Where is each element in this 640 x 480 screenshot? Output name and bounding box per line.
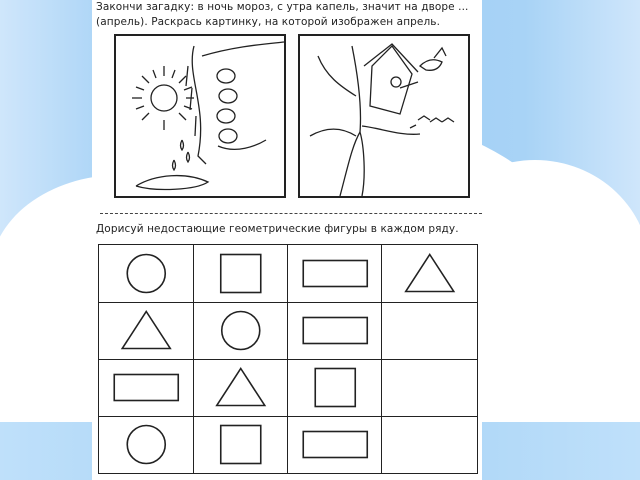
sun-and-icicles-drawing [116,36,284,196]
grid-square-r4c2 [221,426,261,464]
grid-shapes-layer [99,245,477,473]
shapes-grid [98,244,478,474]
april-picture [114,34,286,198]
grid-circle-r2c2 [222,312,260,350]
grid-triangle-r1c4 [406,255,454,292]
grid-triangle-r3c2 [217,369,265,406]
grid-rectangle-r3c1 [114,375,178,401]
grid-square-r3c3 [315,369,355,407]
tree-birdhouse-drawing [300,36,468,196]
task2-instruction: Дорисуй недостающие геометрические фигуры в каждом ряду. [96,223,459,235]
task1-line1: Закончи загадку: в ночь мороз, с утра капель, значит на дворе ... [96,1,469,13]
grid-circle-r4c1 [127,426,165,464]
worksheet [92,0,482,480]
grid-rectangle-r1c3 [303,261,367,287]
birdhouse-picture [298,34,470,198]
task1-line2: (апрель). Раскрась картинку, на которой изображен апрель. [96,16,441,28]
grid-circle-r1c1 [127,255,165,293]
grid-rectangle-r4c3 [303,432,367,458]
grid-rectangle-r2c3 [303,318,367,344]
grid-triangle-r2c1 [122,312,170,349]
section-divider [100,213,482,214]
grid-square-r1c2 [221,255,261,293]
